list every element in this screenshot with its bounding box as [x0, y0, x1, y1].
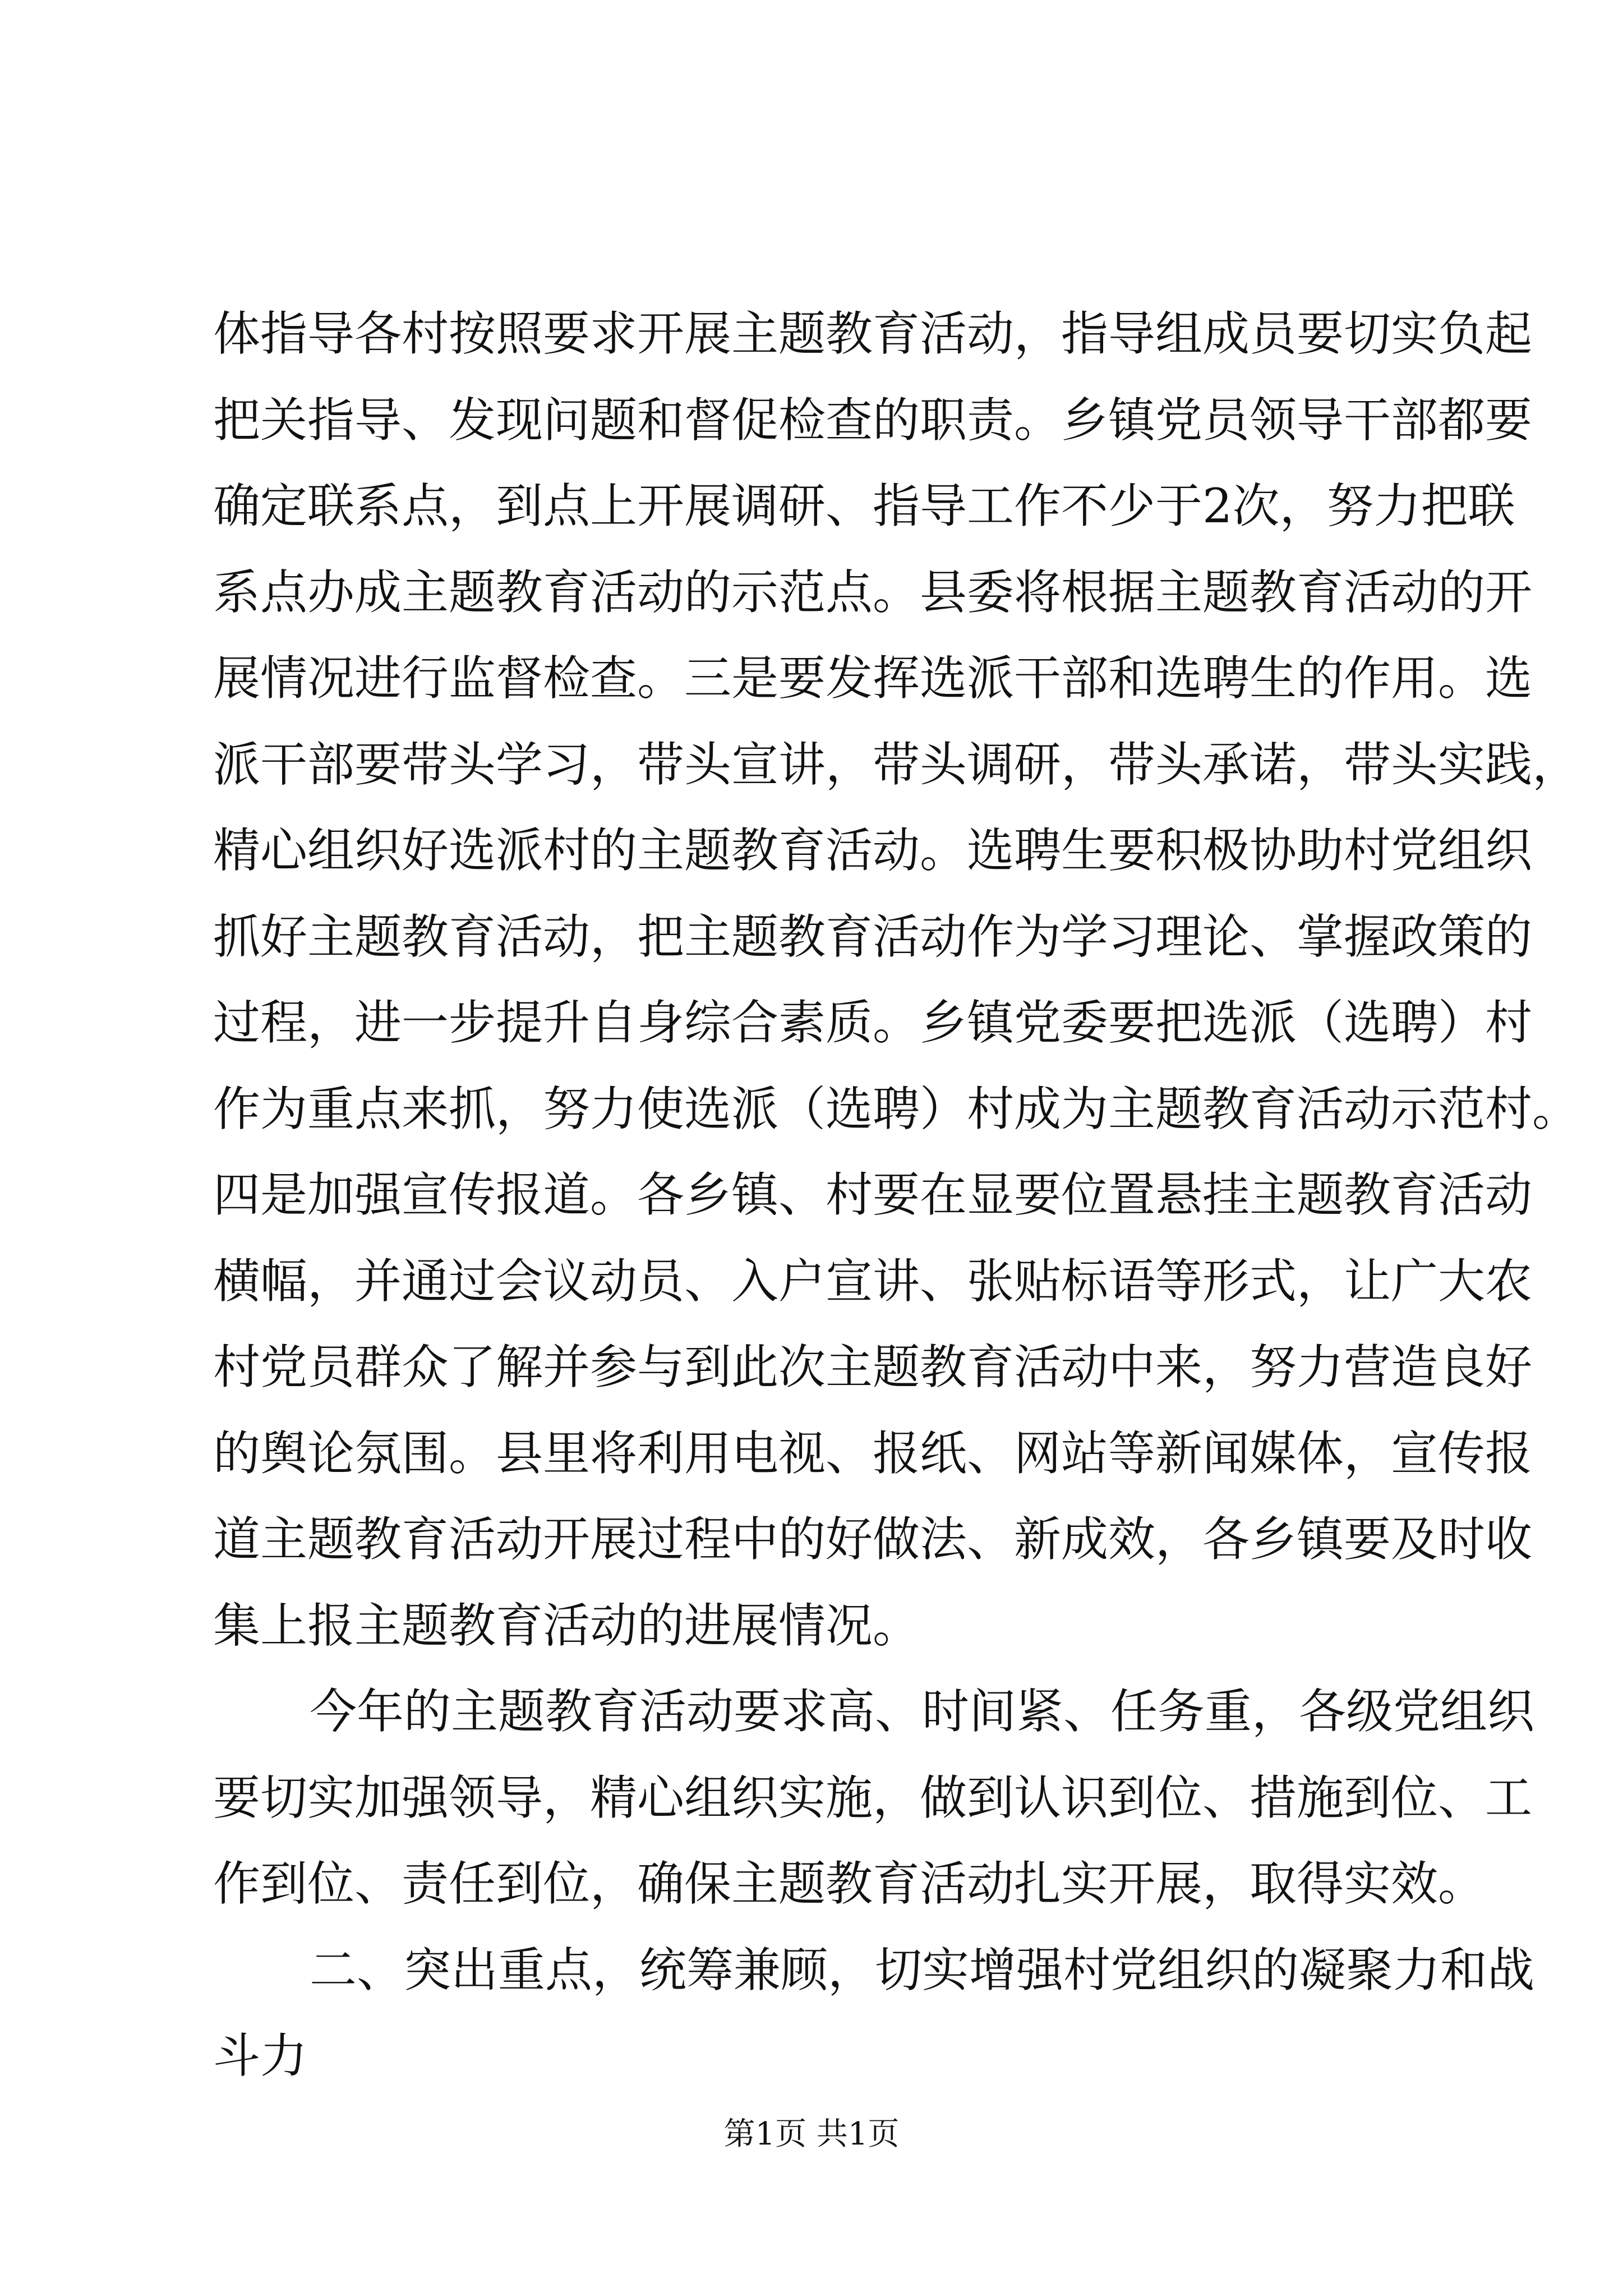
body-text-line: 村党员群众了解并参与到此次主题教育活动中来，努力营造良好	[213, 1340, 1533, 1395]
body-text-line: 派干部要带头学习，带头宣讲，带头调研，带头承诺，带头实践，	[213, 737, 1580, 792]
body-text-line: 横幅，并通过会议动员、入户宣讲、张贴标语等形式，让广大农	[213, 1254, 1533, 1309]
body-text-line: 的舆论氛围。县里将利用电视、报纸、网站等新闻媒体，宣传报	[213, 1426, 1533, 1481]
body-text-line: 作到位、责任到位，确保主题教育活动扎实开展，取得实效。	[213, 1856, 1486, 1911]
body-text-line: 今年的主题教育活动要求高、时间紧、任务重，各级党组织	[310, 1684, 1535, 1739]
body-text-line: 抓好主题教育活动，把主题教育活动作为学习理论、掌握政策的	[213, 909, 1533, 964]
body-text-line: 系点办成主题教育活动的示范点。县委将根据主题教育活动的开	[213, 565, 1533, 620]
body-text-line: 道主题教育活动开展过程中的好做法、新成效，各乡镇要及时收	[213, 1512, 1533, 1567]
page-number-footer: 第1页 共1页	[723, 2116, 900, 2152]
body-text-line: 精心组织好选派村的主题教育活动。选聘生要积极协助村党组织	[213, 823, 1533, 878]
body-text-line: 体指导各村按照要求开展主题教育活动，指导组成员要切实负起	[213, 306, 1533, 361]
body-text-line: 四是加强宣传报道。各乡镇、村要在显要位置悬挂主题教育活动	[213, 1167, 1533, 1222]
body-text-line: 作为重点来抓，努力使选派（选聘）村成为主题教育活动示范村。	[213, 1082, 1580, 1137]
section-heading-line: 斗力	[213, 2028, 308, 2083]
body-text-line: 集上报主题教育活动的进展情况。	[213, 1598, 920, 1653]
body-text-line: 过程，进一步提升自身综合素质。乡镇党委要把选派（选聘）村	[213, 995, 1533, 1050]
section-heading-line: 二、突出重点，统筹兼顾，切实增强村党组织的凝聚力和战	[310, 1943, 1535, 1998]
body-text-line: 要切实加强领导，精心组织实施，做到认识到位、措施到位、工	[213, 1770, 1533, 1825]
body-text-line: 把关指导、发现问题和督促检查的职责。乡镇党员领导干部都要	[213, 393, 1533, 448]
body-text-line: 确定联系点，到点上开展调研、指导工作不少于2次，努力把联	[213, 478, 1515, 533]
body-text-line: 展情况进行监督检查。三是要发挥选派干部和选聘生的作用。选	[213, 651, 1533, 706]
